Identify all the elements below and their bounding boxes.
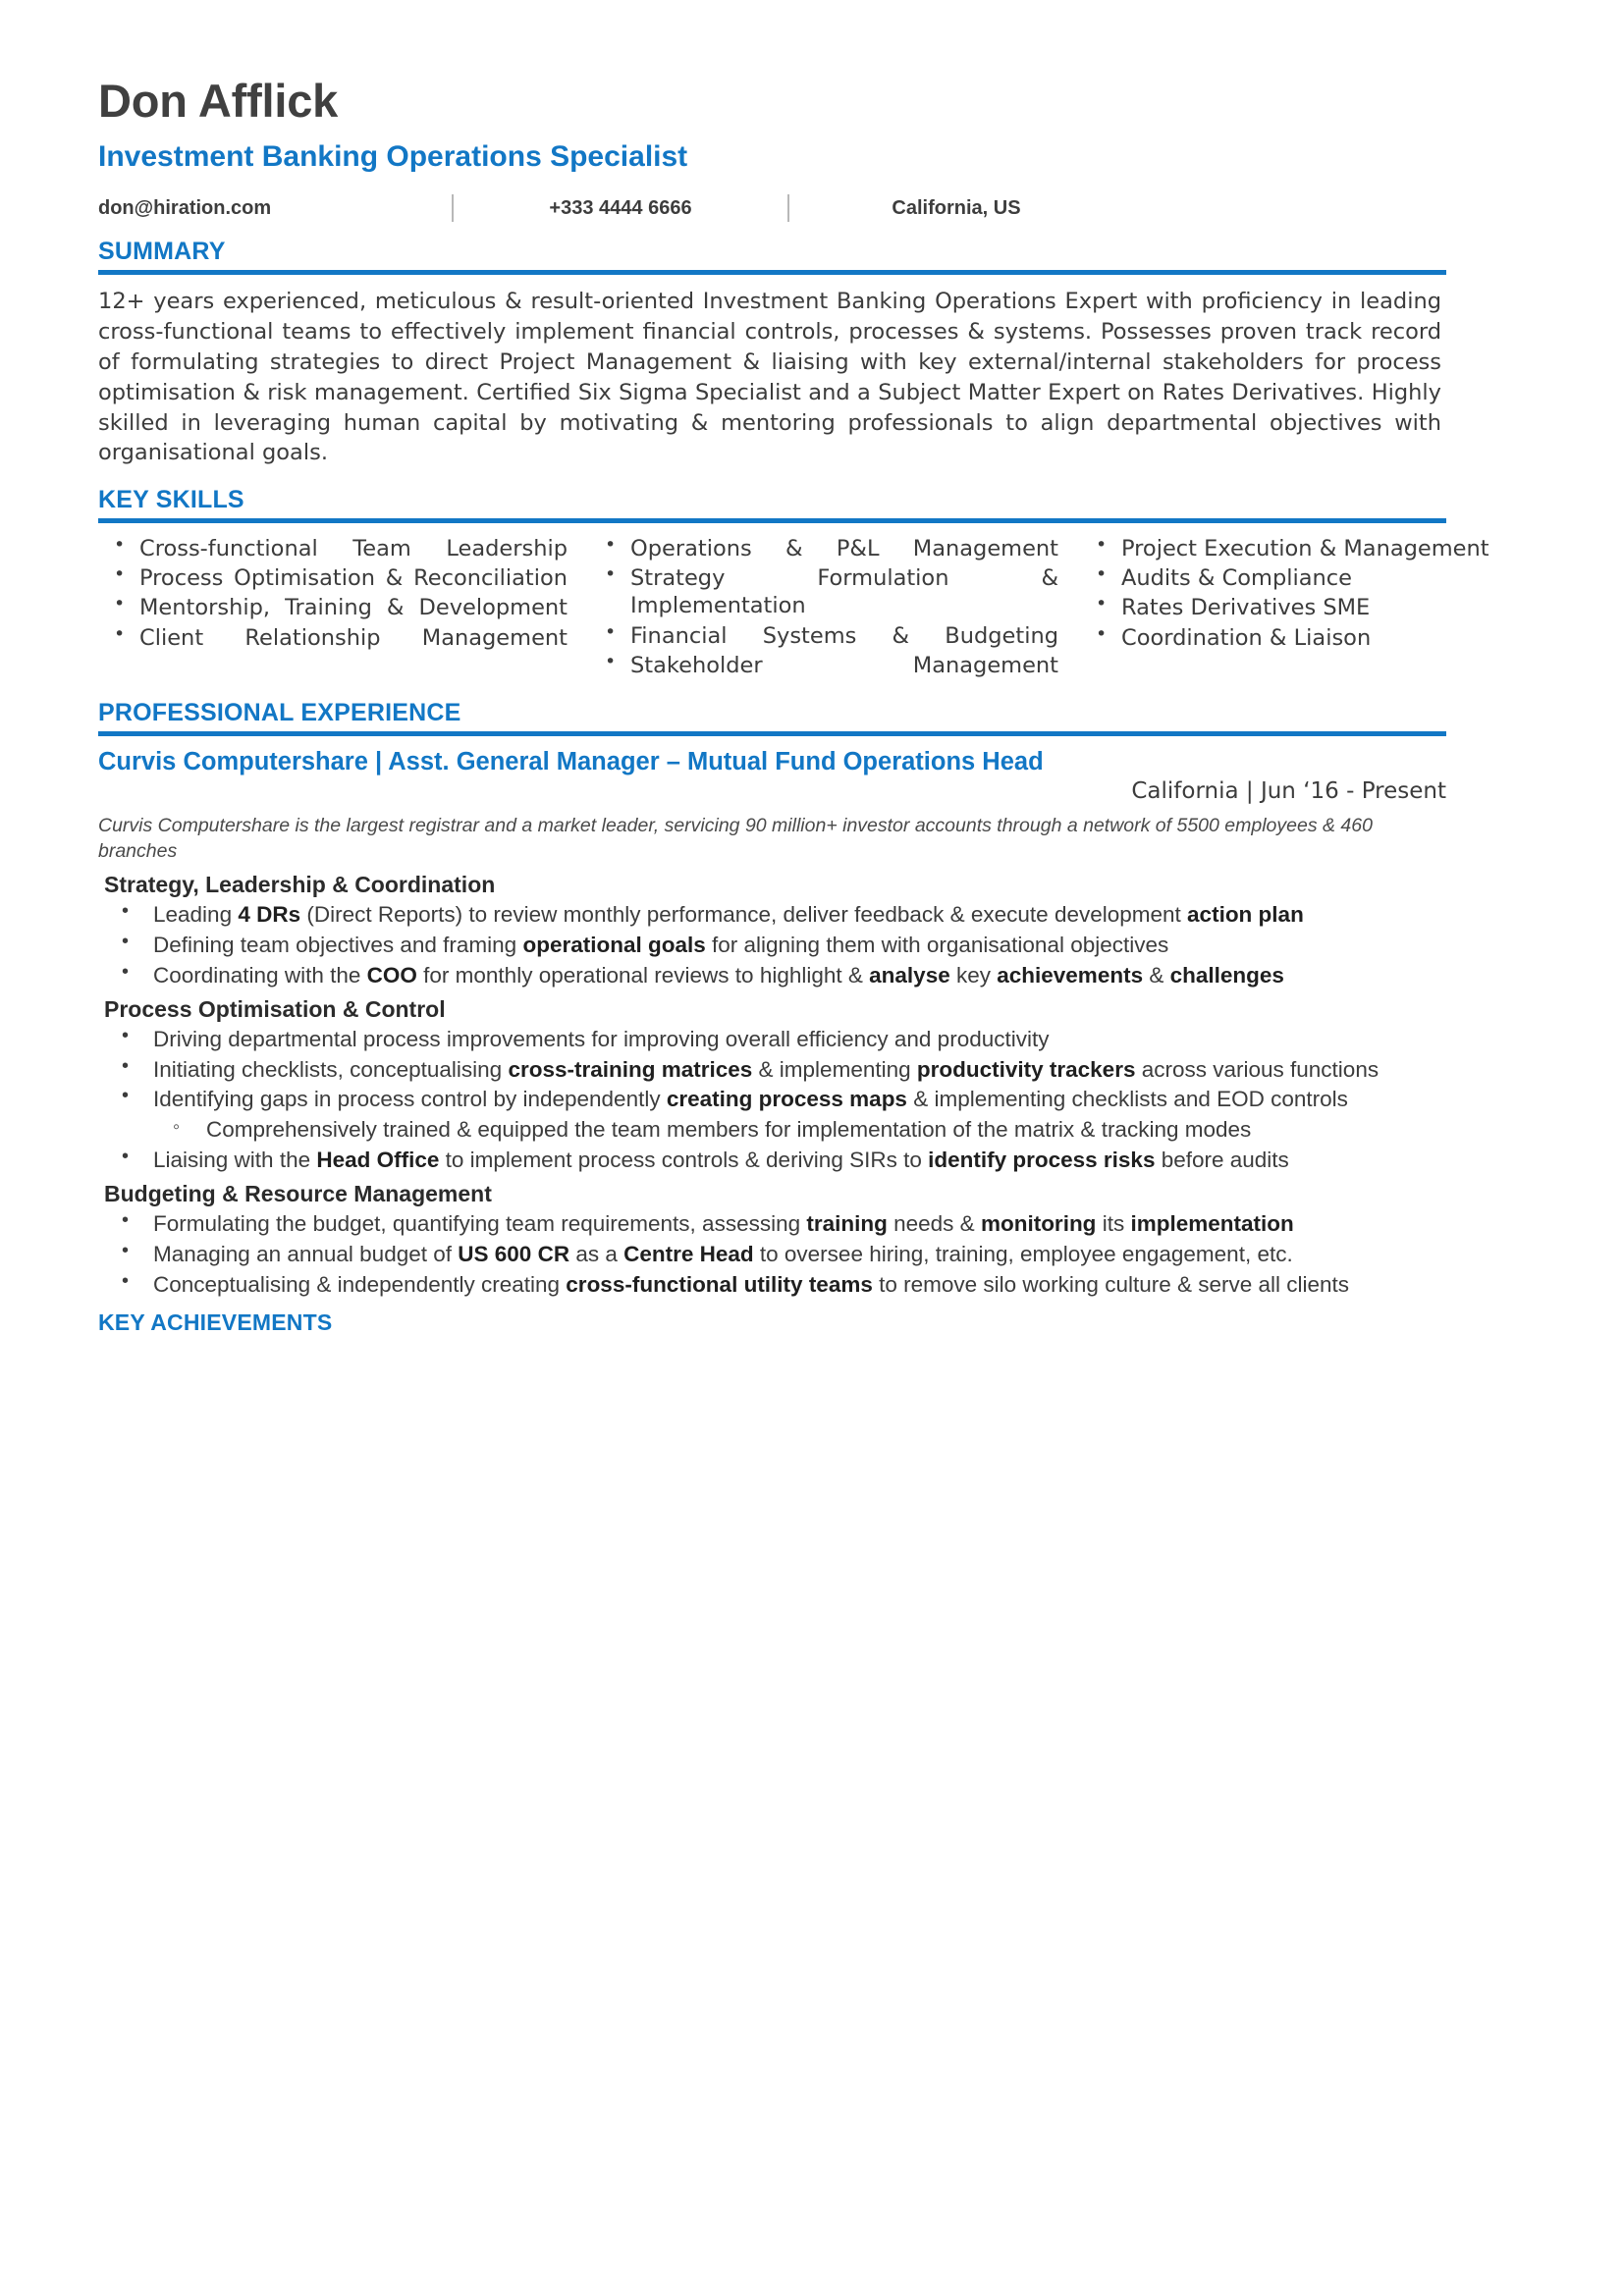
- experience-group-heading: Strategy, Leadership & Coordination: [104, 871, 496, 897]
- experience-bullet: • Conceptualising & independently creating cross-functional utility teams to remove silo working culture & serve all clients: [98, 1270, 1394, 1300]
- key-skills-column-3: [1080, 535, 1492, 681]
- candidate-name: Don Afflick: [98, 75, 339, 127]
- experience-bullet: • Identifying gaps in process control by independently creating process maps & implementing checklists and EOD controls: [98, 1085, 1394, 1114]
- experience-bullet: • Coordinating with the COO for monthly operational reviews to highlight & analyse key achievements & challenges: [98, 961, 1394, 990]
- experience-bullet: • Defining team objectives and framing operational goals for aligning them with organisational objectives: [98, 931, 1394, 960]
- section-heading-summary: SUMMARY: [98, 238, 226, 266]
- experience-group-heading: Process Optimisation & Control: [104, 995, 446, 1022]
- contact-email[interactable]: don@hiration.com: [98, 196, 272, 219]
- key-skill-item: • Project Execution & Management: [1080, 535, 1492, 562]
- key-skill-item: • Client Relationship Management: [98, 624, 568, 652]
- section-heading-experience: PROFESSIONAL EXPERIENCE: [98, 698, 461, 726]
- company-description: Curvis Computershare is the largest registrar and a market leader, servicing 90 million+ investor accounts through a network of 5500 employees & 460 branches: [98, 815, 1373, 862]
- experience-bullet: • Initiating checklists, conceptualising cross-training matrices & implementing productivity trackers across various functions: [98, 1055, 1394, 1085]
- key-skill-item: • Coordination & Liaison: [1080, 624, 1492, 652]
- experience-sub-bullet: ◦ Comprehensively trained & equipped the team members for implementation of the matrix & tracking modes: [98, 1115, 1404, 1145]
- section-heading-key-skills: KEY SKILLS: [98, 486, 244, 514]
- key-skill-item: • Financial Systems & Budgeting: [589, 622, 1058, 650]
- experience-bullet: • Formulating the budget, quantifying team requirements, assessing training needs & monitoring its implementation: [98, 1209, 1394, 1239]
- experience-bullet: • Liaising with the Head Office to implement process controls & deriving SIRs to identify process risks before audits: [98, 1146, 1394, 1175]
- key-skills-columns: [98, 535, 1492, 681]
- experience-entry: [98, 748, 1541, 1336]
- experience-group-heading: Budgeting & Resource Management: [104, 1181, 492, 1207]
- section-rule-summary: [98, 270, 1446, 275]
- contact-location: California, US: [892, 196, 1021, 219]
- section-summary: [98, 238, 1541, 468]
- key-skill-item: • Strategy Formulation & Implementation: [589, 564, 1058, 619]
- experience-bullet: • Leading 4 DRs (Direct Reports) to review monthly performance, deliver feedback & execute development action plan: [98, 900, 1394, 930]
- key-skill-item: • Process Optimisation & Reconciliation: [98, 564, 568, 592]
- section-key-skills: [98, 486, 1541, 681]
- resume-header: [98, 77, 1541, 222]
- job-location-dates: California | Jun ‘16 - Present: [1131, 778, 1446, 805]
- key-skill-item: • Stakeholder Management: [589, 652, 1058, 679]
- experience-bullet: • Managing an annual budget of US 600 CR as a Centre Head to oversee hiring, training, employee engagement, etc.: [98, 1240, 1394, 1269]
- section-rule-experience: [98, 731, 1446, 736]
- contact-row: [98, 194, 1429, 222]
- experience-bullet: • Driving departmental process improvements for improving overall efficiency and productivity: [98, 1025, 1394, 1054]
- key-skills-column-1: [98, 535, 589, 681]
- section-rule-key-skills: [98, 518, 1446, 523]
- key-skill-item: • Rates Derivatives SME: [1080, 594, 1492, 621]
- summary-text: 12+ years experienced, meticulous & result-oriented Investment Banking Operations Expert with proficiency in leading cross-functional teams to effectively implement financial controls, processes & systems. Possesses proven track record of formulating strategies to direct Project Management & liaising with key external/internal stakeholders for process optimisation & risk management. Certified Six Sigma Specialist and a Subject Matter Expert on Rates Derivatives. Highly skilled in leveraging human capital by motivating & mentoring professionals to align departmental objectives with organisational goals.: [98, 289, 1441, 466]
- key-skill-item: • Audits & Compliance: [1080, 564, 1492, 592]
- key-achievements-heading: KEY ACHIEVEMENTS: [98, 1308, 333, 1335]
- experience-list: [98, 748, 1541, 1336]
- contact-phone[interactable]: +333 4444 6666: [549, 196, 692, 219]
- key-skill-item: • Operations & P&L Management: [589, 535, 1058, 562]
- section-professional-experience: [98, 699, 1541, 1336]
- candidate-headline: Investment Banking Operations Specialist: [98, 140, 688, 174]
- key-skill-item: • Cross-functional Team Leadership: [98, 535, 568, 562]
- key-skill-item: • Mentorship, Training & Development: [98, 594, 568, 621]
- job-title: Curvis Computershare | Asst. General Manager – Mutual Fund Operations Head: [98, 747, 1044, 775]
- key-skills-column-2: [589, 535, 1080, 681]
